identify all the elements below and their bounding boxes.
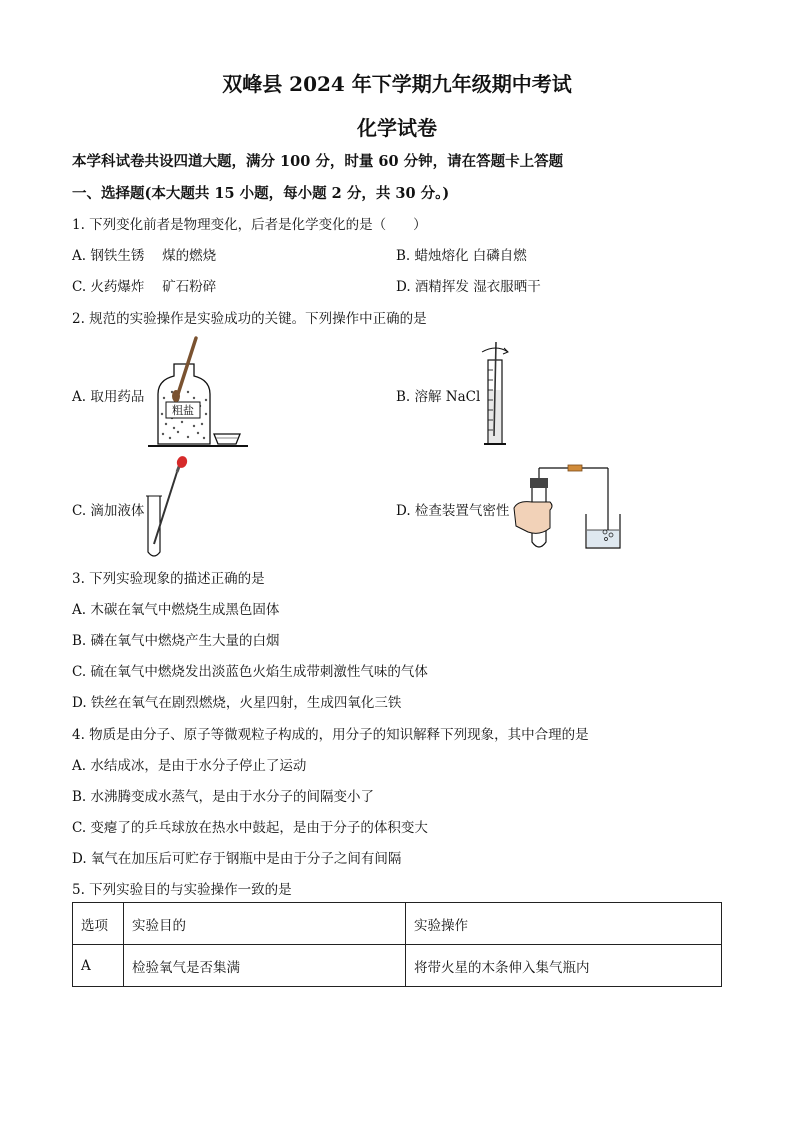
graduated-cylinder-figure: [476, 340, 526, 448]
q4-option-d: D. 氧气在加压后可贮存于钢瓶中是由于分子之间有间隔: [72, 851, 402, 867]
q2-option-b: B. 溶解 NaCl: [396, 389, 481, 405]
q5-table: [72, 902, 722, 987]
q2-option-c: C. 滴加液体: [72, 503, 145, 519]
q1-option-b: B. 蜡烛熔化 白磷自燃: [396, 248, 527, 264]
table-cell: 将带火星的木条伸入集气瓶内: [406, 945, 722, 987]
q1-option-c: C. 火药爆炸 矿石粉碎: [72, 279, 217, 295]
q3-option-c: C. 硫在氧气中燃烧发出淡蓝色火焰生成带刺激性气味的气体: [72, 664, 428, 680]
q2-option-d: D. 检查装置气密性: [396, 503, 510, 519]
table-cell: 检验氧气是否集满: [124, 945, 406, 987]
q3-option-d: D. 铁丝在氧气在剧烈燃烧，火星四射，生成四氧化三铁: [72, 695, 402, 711]
table-header-cell: 实验目的: [124, 903, 406, 945]
table-cell: A: [73, 945, 124, 987]
q3-option-a: A. 木碳在氧气中燃烧生成黑色固体: [72, 602, 280, 618]
table-header-row: [73, 903, 722, 945]
q4-option-b: B. 水沸腾变成水蒸气，是由于水分子的间隔变小了: [72, 789, 375, 805]
q3-option-b: B. 磷在氧气中燃烧产生大量的白烟: [72, 633, 280, 649]
exam-instructions: 本学科试卷共设四道大题，满分 100 分，时量 60 分钟，请在答题卡上答题: [72, 153, 564, 170]
reagent-bottle-figure: [148, 336, 252, 450]
dropper-test-tube-figure: [144, 456, 196, 560]
table-header-cell: 实验操作: [406, 903, 722, 945]
q2-stem: 2. 规范的实验操作是实验成功的关键。下列操作中正确的是: [72, 311, 427, 327]
q1-option-a: A. 钢铁生锈 煤的燃烧: [72, 248, 217, 264]
section-heading: 一、选择题(本大题共 15 小题，每小题 2 分，共 30 分。): [72, 185, 450, 202]
q2-option-a: A. 取用药品: [72, 389, 145, 405]
q4-stem: 4. 物质是由分子、原子等微观粒子构成的，用分子的知识解释下列现象，其中合理的是: [72, 727, 589, 743]
table-header-cell: 选项: [73, 903, 124, 945]
q5-stem: 5. 下列实验目的与实验操作一致的是: [72, 882, 292, 898]
q1-stem: 1. 下列变化前者是物理变化，后者是化学变化的是（ ）: [72, 217, 427, 233]
table-row: [73, 945, 722, 987]
exam-subtitle: 化学试卷: [357, 116, 437, 140]
q3-stem: 3. 下列实验现象的描述正确的是: [72, 571, 265, 587]
airtightness-apparatus-figure: [510, 464, 626, 552]
exam-title: 双峰县 2024 年下学期九年级期中考试: [222, 72, 572, 96]
q1-option-d: D. 酒精挥发 湿衣服晒干: [396, 279, 541, 295]
bottle-label: 粗盐: [172, 404, 194, 417]
q4-option-a: A. 水结成冰，是由于水分子停止了运动: [72, 758, 307, 774]
q4-option-c: C. 变瘪了的乒乓球放在热水中鼓起，是由于分子的体积变大: [72, 820, 428, 836]
